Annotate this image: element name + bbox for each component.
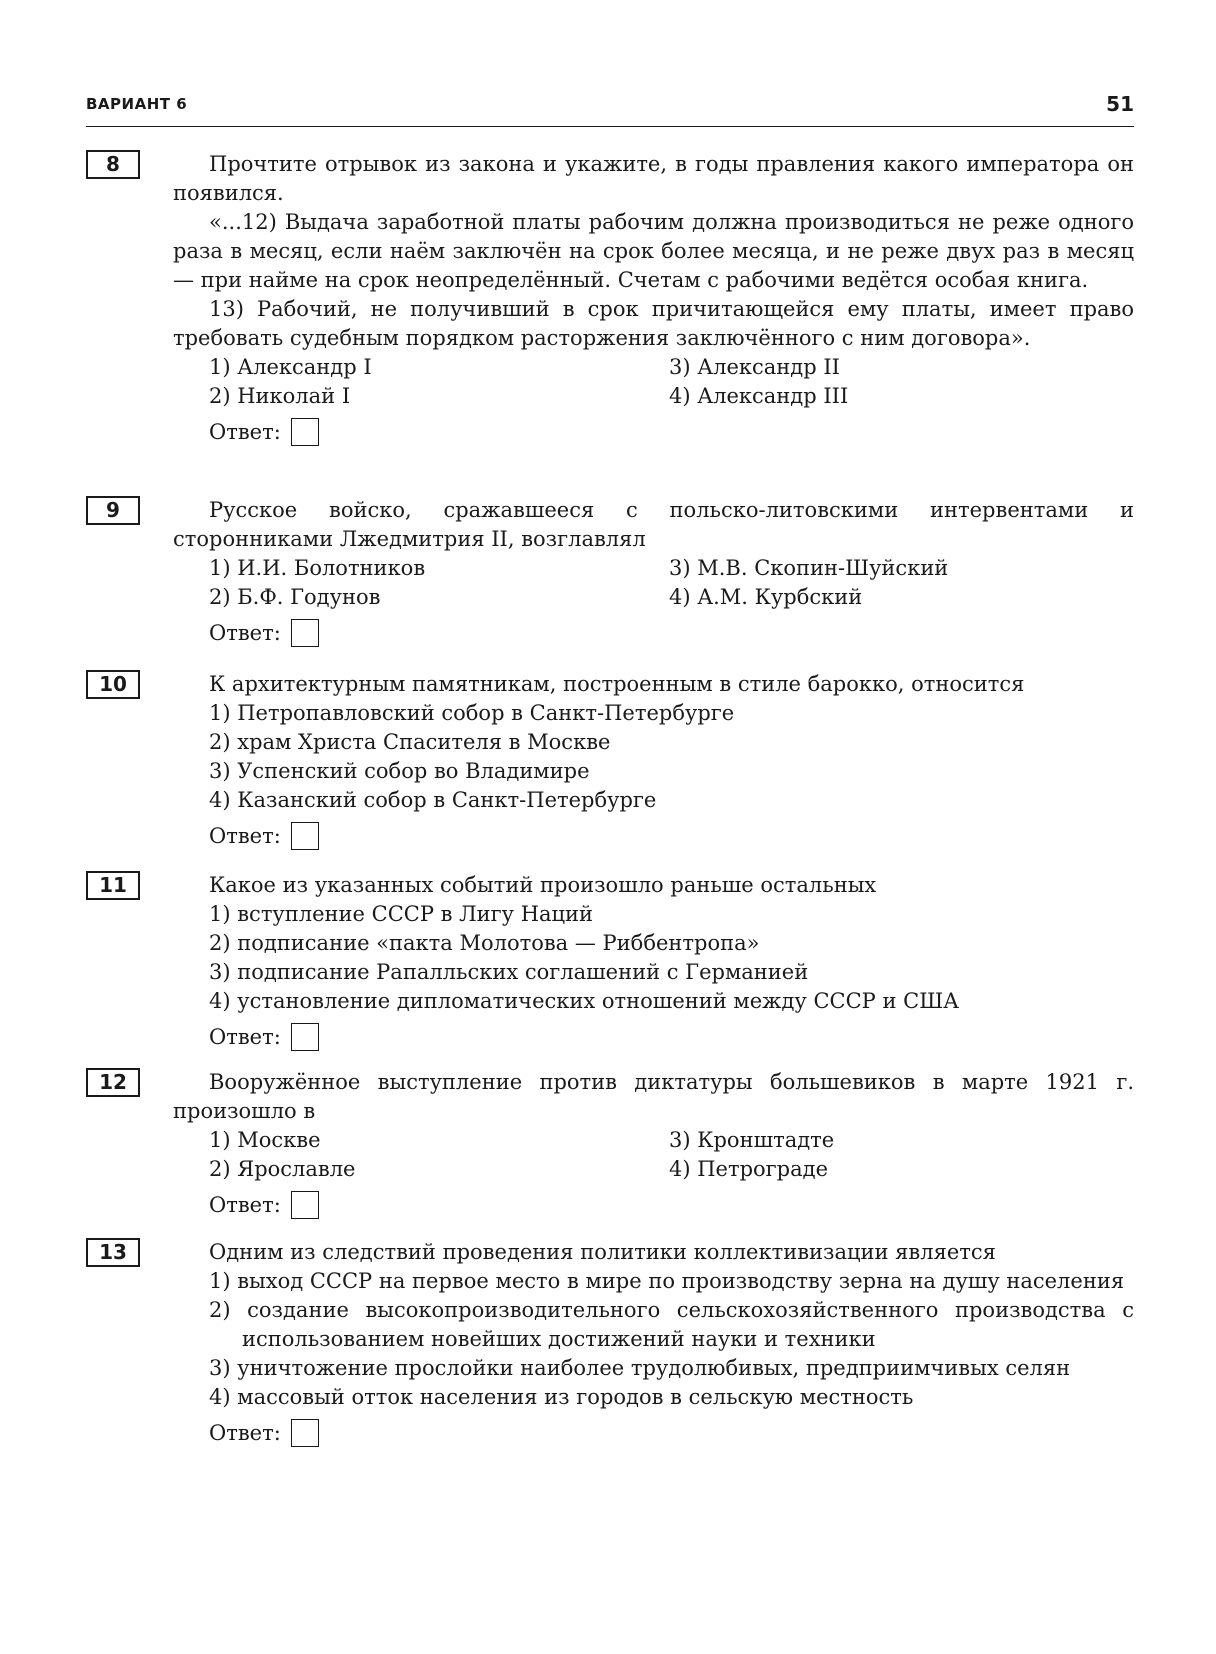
header-rule [86, 126, 1134, 127]
answer-row [176, 1416, 1134, 1450]
options-grid [176, 554, 1134, 612]
option: 2) создание высокопроизводительного сельскохозяйственного производства с использованием новейших достижений науки и техники [209, 1298, 1134, 1351]
task-number: 12 [86, 1068, 140, 1097]
task-number: 10 [86, 670, 140, 699]
option: 1) Петропавловский собор в Санкт-Петербурге [209, 701, 735, 725]
answer-label: Ответ: [209, 620, 281, 645]
answer-label: Ответ: [209, 419, 281, 444]
answer-label: Ответ: [209, 1420, 281, 1445]
option: 3) М.В. Скопин-Шуйский [669, 556, 949, 580]
option: 4) Казанский собор в Санкт-Петербурге [209, 788, 657, 812]
option: 1) Александр I [209, 355, 372, 379]
option: 2) подписание «пакта Молотова — Риббентропа» [209, 931, 760, 955]
answer-row [176, 819, 1134, 853]
answer-row [176, 1020, 1134, 1054]
option: 4) массовый отток населения из городов в сельскую местность [209, 1385, 914, 1409]
answer-box[interactable] [291, 1023, 319, 1051]
option: 2) Ярославле [209, 1157, 356, 1181]
option: 3) подписание Рапалльских соглашений с Германией [209, 960, 809, 984]
option: 2) храм Христа Спасителя в Москве [209, 730, 611, 754]
answer-box[interactable] [291, 619, 319, 647]
option: 1) выход СССР на первое место в мире по производству зерна на душу населения [209, 1269, 1125, 1293]
answer-box[interactable] [291, 1191, 319, 1219]
option: 3) Александр II [669, 355, 840, 379]
option: 1) И.И. Болотников [209, 556, 426, 580]
option: 3) Кронштадте [669, 1128, 835, 1152]
task-question: Одним из следствий проведения политики коллективизации является [209, 1240, 996, 1264]
task-number: 8 [86, 150, 140, 179]
option: 1) вступление СССР в Лигу Наций [209, 902, 594, 926]
option: 2) Николай I [209, 384, 351, 408]
answer-row [176, 415, 1134, 449]
option: 1) Москве [209, 1128, 321, 1152]
task-number: 13 [86, 1238, 140, 1267]
task-number: 9 [86, 496, 140, 525]
task-question: Вооружённое выступление против диктатуры большевиков в марте 1921 г. произошло в [173, 1070, 1134, 1123]
answer-row [176, 616, 1134, 650]
task-question: Какое из указанных событий произошло раньше остальных [209, 873, 877, 897]
option: 4) установление дипломатических отношений между СССР и США [209, 989, 960, 1013]
answer-label: Ответ: [209, 1192, 281, 1217]
answer-box[interactable] [291, 822, 319, 850]
option: 4) Петрограде [669, 1157, 828, 1181]
answer-label: Ответ: [209, 1024, 281, 1049]
option: 3) Успенский собор во Владимире [209, 759, 590, 783]
law-quote: 13) Рабочий, не получивший в срок причитающейся ему платы, имеет право требовать судебным порядком расторжения заключённого с ним договора». [173, 297, 1134, 350]
options-grid [176, 1126, 1134, 1184]
task-question: Прочтите отрывок из закона и укажите, в годы правления какого императора он появился. [173, 152, 1134, 205]
task-question: К архитектурным памятникам, построенным в стиле барокко, относится [209, 672, 1025, 696]
answer-label: Ответ: [209, 823, 281, 848]
task-question: Русское войско, сражавшееся с польско-литовскими интервентами и сторонниками Лжедмитрия II, возглавлял [173, 498, 1134, 551]
option: 4) А.М. Курбский [669, 585, 863, 609]
answer-row [176, 1188, 1134, 1222]
variant-label: ВАРИАНТ 6 [86, 95, 188, 113]
options-grid [176, 353, 1134, 411]
answer-box[interactable] [291, 418, 319, 446]
task-number: 11 [86, 871, 140, 900]
option: 4) Александр III [669, 384, 849, 408]
answer-box[interactable] [291, 1419, 319, 1447]
law-quote: «...12) Выдача заработной платы рабочим должна производиться не реже одного раза в месяц, если наём заключён на срок более месяца, и не реже двух раз в месяц — при найме на срок неопределённый. Счетам с рабочими ведётся особая книга. [173, 210, 1134, 292]
option: 2) Б.Ф. Годунов [209, 585, 381, 609]
page-number: 51 [1106, 92, 1134, 116]
option: 3) уничтожение прослойки наиболее трудолюбивых, предприимчивых селян [209, 1356, 1071, 1380]
